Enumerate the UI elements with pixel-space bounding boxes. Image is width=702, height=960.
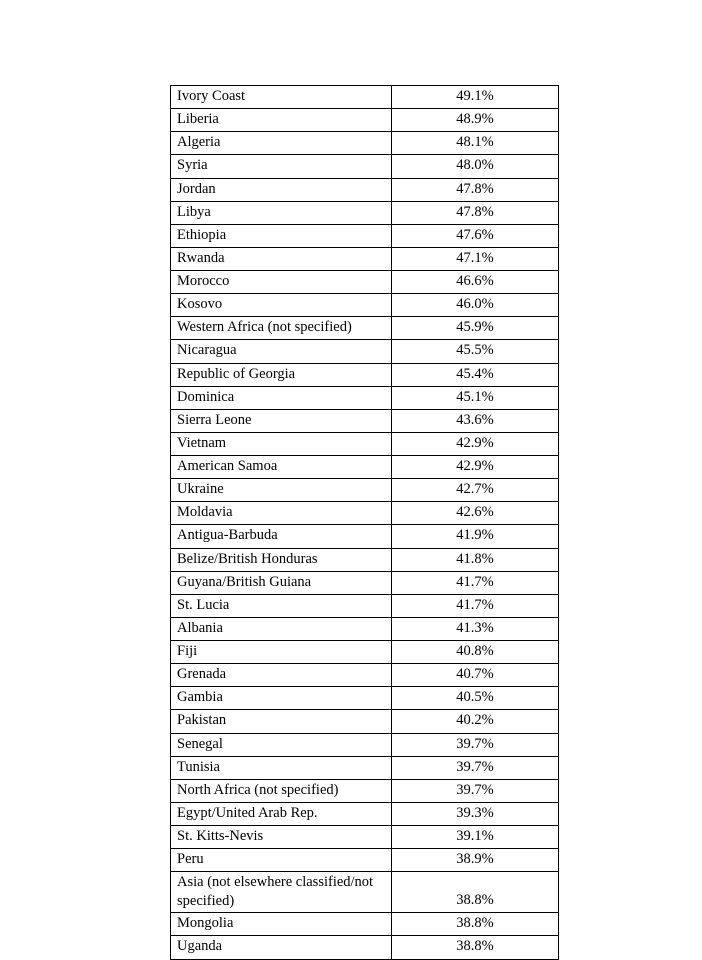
table-cell-country: Albania [171, 617, 392, 640]
table-cell-country: Peru [171, 849, 392, 872]
table-cell-value: 48.1% [392, 132, 559, 155]
table-cell-value: 48.9% [392, 109, 559, 132]
table-cell-value: 40.7% [392, 664, 559, 687]
table-cell-value: 45.4% [392, 363, 559, 386]
table-row [171, 502, 559, 525]
data-table-container [170, 85, 532, 960]
table-cell-value: 45.5% [392, 340, 559, 363]
table-cell-country: Dominica [171, 386, 392, 409]
table-cell-country: Senegal [171, 733, 392, 756]
table-cell-country: Moldavia [171, 502, 392, 525]
table-row [171, 641, 559, 664]
table-row [171, 247, 559, 270]
table-cell-value: 42.6% [392, 502, 559, 525]
table-cell-value: 39.3% [392, 802, 559, 825]
country-percentage-table [170, 85, 559, 960]
table-row [171, 109, 559, 132]
table-cell-value: 40.8% [392, 641, 559, 664]
table-row [171, 913, 559, 936]
table-cell-value: 45.9% [392, 317, 559, 340]
table-row [171, 409, 559, 432]
table-cell-country: Syria [171, 155, 392, 178]
table-cell-country: Grenada [171, 664, 392, 687]
table-cell-country: Ukraine [171, 479, 392, 502]
table-row [171, 687, 559, 710]
table-cell-country: Kosovo [171, 294, 392, 317]
table-cell-value: 39.7% [392, 733, 559, 756]
table-cell-country: Guyana/British Guiana [171, 571, 392, 594]
table-row [171, 86, 559, 109]
table-cell-country: St. Lucia [171, 594, 392, 617]
table-row [171, 294, 559, 317]
table-row [171, 386, 559, 409]
table-cell-value: 40.2% [392, 710, 559, 733]
table-cell-value: 38.8% [392, 913, 559, 936]
table-cell-country: Western Africa (not specified) [171, 317, 392, 340]
table-cell-value: 38.9% [392, 849, 559, 872]
table-cell-value: 38.8% [392, 872, 559, 913]
table-cell-value: 39.7% [392, 779, 559, 802]
table-row [171, 548, 559, 571]
table-cell-country: Gambia [171, 687, 392, 710]
table-row [171, 456, 559, 479]
table-cell-value: 39.7% [392, 756, 559, 779]
table-cell-value: 42.7% [392, 479, 559, 502]
table-cell-country: Egypt/United Arab Rep. [171, 802, 392, 825]
table-cell-value: 47.6% [392, 224, 559, 247]
table-row [171, 525, 559, 548]
table-cell-country: Libya [171, 201, 392, 224]
table-cell-country: American Samoa [171, 456, 392, 479]
table-row [171, 155, 559, 178]
table-row [171, 872, 559, 913]
table-cell-country: Fiji [171, 641, 392, 664]
table-row [171, 317, 559, 340]
table-row [171, 363, 559, 386]
table-cell-country: Belize/British Honduras [171, 548, 392, 571]
table-cell-country: Tunisia [171, 756, 392, 779]
table-row [171, 936, 559, 959]
table-row [171, 779, 559, 802]
table-cell-value: 41.8% [392, 548, 559, 571]
table-row [171, 432, 559, 455]
table-row [171, 571, 559, 594]
table-cell-value: 47.8% [392, 201, 559, 224]
table-cell-country: Algeria [171, 132, 392, 155]
table-cell-country: Asia (not elsewhere classified/not specified) [171, 872, 392, 913]
table-cell-value: 46.6% [392, 271, 559, 294]
table-row [171, 849, 559, 872]
table-row [171, 617, 559, 640]
table-cell-country: Vietnam [171, 432, 392, 455]
table-cell-value: 46.0% [392, 294, 559, 317]
table-row [171, 756, 559, 779]
table-cell-country: Antigua-Barbuda [171, 525, 392, 548]
table-cell-value: 38.8% [392, 936, 559, 959]
table-row [171, 664, 559, 687]
table-cell-country: North Africa (not specified) [171, 779, 392, 802]
table-cell-value: 49.1% [392, 86, 559, 109]
table-cell-value: 41.3% [392, 617, 559, 640]
table-cell-country: Ivory Coast [171, 86, 392, 109]
table-cell-value: 41.7% [392, 571, 559, 594]
table-row [171, 178, 559, 201]
table-cell-country: Uganda [171, 936, 392, 959]
table-row [171, 132, 559, 155]
table-cell-value: 41.7% [392, 594, 559, 617]
table-row [171, 479, 559, 502]
table-cell-country: Rwanda [171, 247, 392, 270]
table-cell-country: Sierra Leone [171, 409, 392, 432]
table-row [171, 710, 559, 733]
table-row [171, 340, 559, 363]
table-cell-value: 39.1% [392, 826, 559, 849]
table-cell-country: Pakistan [171, 710, 392, 733]
table-cell-value: 47.1% [392, 247, 559, 270]
table-cell-country: Republic of Georgia [171, 363, 392, 386]
table-cell-value: 45.1% [392, 386, 559, 409]
table-cell-country: Jordan [171, 178, 392, 201]
table-row [171, 733, 559, 756]
table-cell-value: 42.9% [392, 456, 559, 479]
table-row [171, 802, 559, 825]
table-cell-country: Nicaragua [171, 340, 392, 363]
table-cell-country: Morocco [171, 271, 392, 294]
table-cell-value: 43.6% [392, 409, 559, 432]
table-row [171, 826, 559, 849]
table-cell-country: Ethiopia [171, 224, 392, 247]
table-body [171, 86, 559, 960]
table-row [171, 271, 559, 294]
table-cell-value: 40.5% [392, 687, 559, 710]
table-cell-value: 48.0% [392, 155, 559, 178]
table-cell-country: St. Kitts-Nevis [171, 826, 392, 849]
table-cell-value: 42.9% [392, 432, 559, 455]
table-cell-value: 41.9% [392, 525, 559, 548]
table-cell-country: Liberia [171, 109, 392, 132]
table-row [171, 201, 559, 224]
table-row [171, 224, 559, 247]
table-cell-country: Mongolia [171, 913, 392, 936]
table-cell-value: 47.8% [392, 178, 559, 201]
table-row [171, 594, 559, 617]
